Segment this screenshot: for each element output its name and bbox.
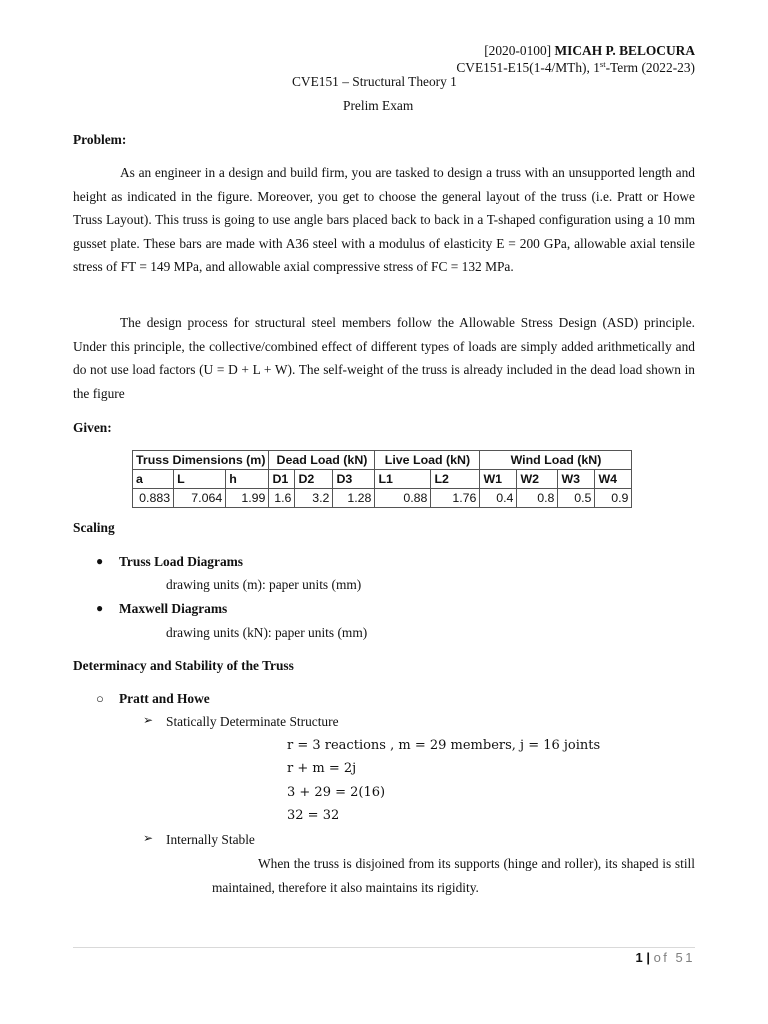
val-a: 0.883 (133, 489, 174, 508)
header-student-line (484, 43, 695, 59)
equation-line: 3 + 29 = 2(16) (287, 785, 386, 800)
scaling-item-maxwell: Maxwell Diagrams (119, 601, 228, 616)
student-id: [2020-0100] (484, 43, 552, 58)
val-W4: 0.9 (595, 489, 632, 508)
group-dead-load: Dead Load (kN) (269, 451, 375, 470)
bullet-dot-icon: ● (96, 554, 104, 568)
stable-item: Internally Stable (166, 832, 255, 847)
var-D1: D1 (269, 470, 295, 489)
bullet-dot-icon: ● (96, 601, 104, 615)
arrow-bullet-icon: ➢ (143, 831, 154, 845)
var-L2: L2 (431, 470, 480, 489)
val-D2: 3.2 (295, 489, 333, 508)
val-D1: 1.6 (269, 489, 295, 508)
val-L: 7.064 (174, 489, 226, 508)
scaling-item-maxwell-detail: drawing units (kN): paper units (mm) (166, 625, 368, 640)
var-h: h (226, 470, 269, 489)
group-live-load: Live Load (kN) (375, 451, 480, 470)
course-section-text: CVE151-E15(1-4/MTh), 1 (456, 60, 600, 75)
stability-text: When the truss is disjoined from its supports (hinge and roller), its shaped is still maintained, therefore it also maintains its rigidity. (212, 856, 695, 895)
table-value-row (133, 489, 632, 508)
problem-heading: Problem: (73, 132, 127, 147)
header-course-section (456, 59, 695, 76)
determinacy-heading: Determinacy and Stability of the Truss (73, 658, 294, 673)
student-name: MICAH P. BELOCURA (554, 43, 695, 58)
course-title: CVE151 – Structural Theory 1 (292, 74, 457, 89)
group-truss-dimensions: Truss Dimensions (m) (133, 451, 269, 470)
given-heading: Given: (73, 420, 112, 435)
scaling-heading: Scaling (73, 520, 115, 535)
exam-title: Prelim Exam (343, 98, 414, 113)
var-D3: D3 (333, 470, 375, 489)
var-D2: D2 (295, 470, 333, 489)
given-table (132, 450, 632, 508)
table-group-row (133, 451, 632, 470)
var-W4: W4 (595, 470, 632, 489)
val-W3: 0.5 (558, 489, 595, 508)
val-L2: 1.76 (431, 489, 480, 508)
var-W2: W2 (517, 470, 558, 489)
group-wind-load: Wind Load (kN) (480, 451, 632, 470)
problem-paragraph-1: As an engineer in a design and build firm, you are tasked to design a truss with an unsupported length and height as indicated in the figure. Moreover, you get to choose the general layout of the truss (i.e. Pratt or Howe Truss Layout). This truss is going to use angle bars placed back to back in a T-shaped configuration using a 10 mm gusset plate. These bars are made with A36 steel with a modulus of elasticity E = 200 GPa, allowable axial tensile stress of FT = 149 MPa, and allowable axial compressive stress of FC = 132 MPa. (73, 165, 695, 275)
val-W1: 0.4 (480, 489, 517, 508)
problem-paragraph-2: The design process for structural steel members follow the Allowable Stress Design (ASD) principle. Under this principle, the collective/combined effect of different types of loads are simply added arithmetically and do not use load factors (U = D + L + W). The self-weight of the truss is already included in the dead load shown in the figure (73, 315, 695, 401)
arrow-bullet-icon: ➢ (143, 713, 154, 727)
var-a: a (133, 470, 174, 489)
equation-line: r + m = 2j (287, 761, 357, 776)
val-D3: 1.28 (333, 489, 375, 508)
table-variable-row (133, 470, 632, 489)
page-separator: | (646, 950, 650, 965)
footer-divider (73, 947, 695, 948)
equation-line: r = 3 reactions , m = 29 members, j = 16 joints (287, 738, 601, 753)
val-L1: 0.88 (375, 489, 431, 508)
var-W1: W1 (480, 470, 517, 489)
term-superscript: st (599, 59, 606, 69)
var-W3: W3 (558, 470, 595, 489)
var-L: L (174, 470, 226, 489)
page-total: of 51 (653, 950, 695, 965)
val-h: 1.99 (226, 489, 269, 508)
var-L1: L1 (375, 470, 431, 489)
page-number (635, 950, 695, 965)
page-current: 1 (635, 950, 643, 965)
circle-bullet-icon: ○ (96, 691, 104, 706)
scaling-item-truss-load: Truss Load Diagrams (119, 554, 243, 569)
term-text: -Term (2022-23) (605, 60, 695, 75)
determinacy-subheading: Pratt and Howe (119, 691, 210, 706)
scaling-item-truss-load-detail: drawing units (m): paper units (mm) (166, 577, 362, 592)
val-W2: 0.8 (517, 489, 558, 508)
equation-line: 32 = 32 (287, 808, 340, 823)
determinate-item: Statically Determinate Structure (166, 714, 339, 729)
